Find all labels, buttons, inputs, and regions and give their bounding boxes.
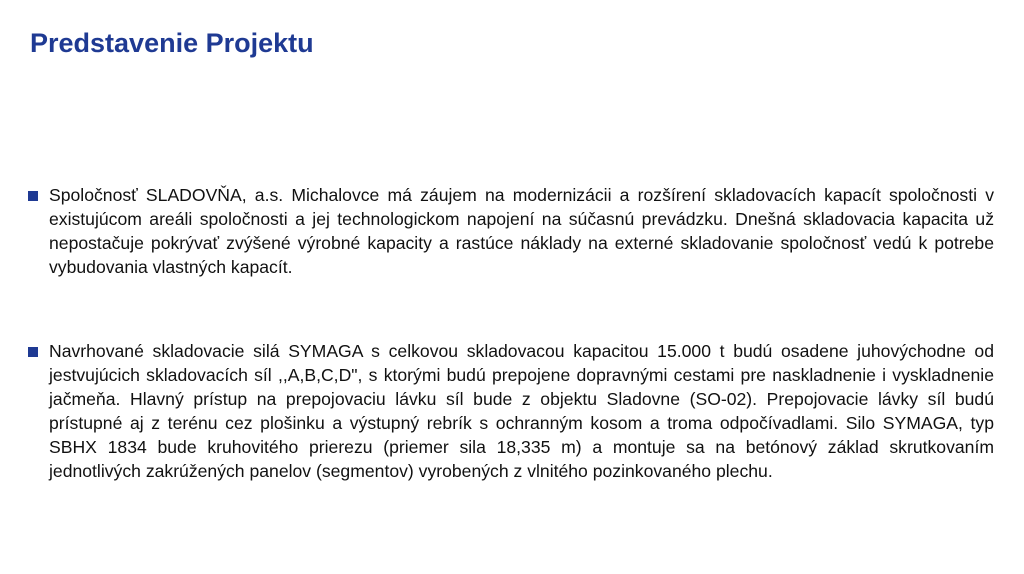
bullet-item bbox=[28, 184, 994, 280]
square-bullet-icon bbox=[28, 191, 38, 201]
bullet-item bbox=[28, 340, 994, 483]
bullet-text: Navrhované skladovacie silá SYMAGA s celkovou skladovacou kapacitou 15.000 t budú osadene juhovýchodne od jestvujúcich skladovacích síl ,,A,B,C,D", s ktorými budú prepojene dopravnými cestami pre naskladnenie i vyskladnenie jačmeňa. Hlavný prístup na prepojovaciu lávku síl bude z objektu Sladovne (SO-02). Prepojovacie lávky síl budú prístupné aj z terénu cez plošinku a výstupný rebrík s ochranným kosom a troma odpočívadlami. Silo SYMAGA, typ SBHX 1834 bude kruhovitého prierezu (priemer sila 18,335 m) a montuje sa na betónový základ skrutkovaním jednotlivých zakrúžených panelov (segmentov) vyrobených z vlnitého pozinkovaného plechu. bbox=[49, 341, 994, 481]
bullet-text: Spoločnosť SLADOVŇA, a.s. Michalovce má záujem na modernizácii a rozšírení skladovacích kapacít spoločnosti v existujúcom areáli spoločnosti a jej technologickom napojení na súčasnú prevádzku. Dnešná skladovacia kapacita už nepostačuje pokrývať zvýšené výrobné kapacity a rastúce náklady na externé skladovanie spoločnosť vedú k potrebe vybudovania vlastných kapacít. bbox=[49, 185, 994, 277]
square-bullet-icon bbox=[28, 347, 38, 357]
slide-title: Predstavenie Projektu bbox=[30, 28, 314, 58]
